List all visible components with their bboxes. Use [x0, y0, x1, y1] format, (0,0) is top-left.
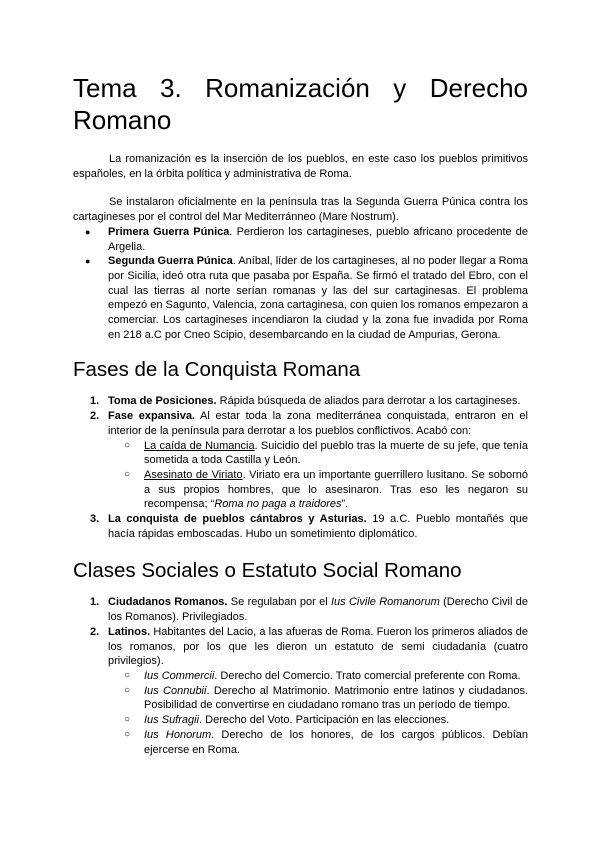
description: . Perdieron los cartagineses, pueblo africano procedente de Argelia.	[108, 225, 528, 253]
term: Segunda Guerra Púnica	[108, 255, 233, 268]
term: Ius Commercii	[144, 669, 215, 682]
list-item-ius-sufragii	[144, 713, 528, 728]
term: La caída de Numancia	[144, 439, 255, 452]
fase-2-sublist	[108, 439, 528, 513]
term: Latinos.	[108, 625, 151, 638]
description: . Derecho de los honores, de los cargos públicos. Debían ejercerse en Roma.	[144, 728, 528, 756]
term: Ius Connubii	[144, 684, 207, 697]
list-item-fase-1	[90, 394, 528, 409]
item-number: 1.	[90, 596, 100, 609]
description: . Derecho del Comercio. Trato comercial preferente con Roma.	[214, 669, 521, 682]
guerras-list	[73, 225, 528, 343]
list-item-ius-connubii	[144, 684, 528, 713]
title-line-2: Romano	[73, 105, 172, 135]
description: 19 a.C. Pueblo montañés que hacía rápidas emboscadas. Hubo un sometimiento diplomático.	[108, 513, 529, 540]
latinos-sublist	[108, 669, 528, 757]
description: . Suicidio del pueblo tras la muerte de su jefe, que tenía sometida a toda Castilla y León.	[144, 439, 528, 467]
term: Primera Guerra Púnica	[108, 225, 230, 238]
italic-term: Ius Civile Romanorum	[330, 596, 440, 609]
term: Ius Honorum	[144, 728, 212, 741]
description: . Derecho al Matrimonio. Matrimonio entre latinos y ciudadanos. Posibilidad de convertirse en ciudadano romano tras un período de tiempo.	[144, 684, 529, 712]
description: . Derecho del Voto. Participación en las elecciones.	[199, 714, 450, 727]
list-item-ciudadanos	[90, 595, 529, 624]
term: Toma de Posiciones.	[108, 395, 217, 408]
list-item-ius-commercii	[144, 669, 528, 684]
item-number: 2.	[90, 410, 100, 423]
section-heading-clases: Clases Sociales o Estatuto Social Romano	[73, 559, 462, 583]
list-item-fase-2	[90, 409, 528, 512]
description-pre: Se regulaban por el	[227, 596, 331, 609]
term: Ciudadanos Romanos.	[108, 596, 228, 609]
term: Ius Sufragii	[144, 714, 200, 727]
list-item-segunda-guerra	[108, 254, 528, 342]
list-item-fase-3	[90, 512, 529, 541]
list-item-viriato	[144, 468, 528, 512]
title-line-1: Tema 3. Romanización y Derecho	[73, 73, 528, 103]
term: Fase expansiva.	[108, 410, 195, 423]
term: La conquista de pueblos cántabros y Asturias.	[108, 513, 367, 526]
list-item-latinos	[90, 625, 529, 757]
description: . Aníbal, líder de los cartagineses, al no poder llegar a Roma por Sicilia, ideó otra ruta que pasaba por España. Se firmó el tratado del Ebro, con el cual las tierras al norte serían romanas y las del sur cartaginesas. El problema empezó en Sagunto, Valencia, zona cartaginesa, con quien los romanos empezaron a comerciar. Los cartagineses incendiaron la ciudad y la zona fue invadida por Roma en 218 a.C por Cneo Scipio, desembarcando en la ciudad de Ampurias, Gerona.	[108, 255, 529, 341]
page-title	[73, 72, 528, 136]
item-number: 2.	[90, 625, 100, 638]
quote-end: ”.	[341, 498, 349, 511]
item-number: 3.	[90, 513, 100, 526]
item-number: 1.	[90, 395, 100, 408]
description: . Viriato era un importante guerrillero lusitano. Se sobornó a sus propios hombres, que lo asesinaron. Tras eso les negaron su recompensa; “	[144, 468, 528, 511]
list-item-ius-honorum	[144, 728, 528, 757]
description: Habitantes del Lacio, a las afueras de Roma. Fueron los primeros aliados de los romanos, por los que les dieron un estatuto de semi ciudadanía (cuatro privilegios).	[108, 625, 528, 668]
intro-paragraph-2: Se instalaron oficialmente en la península tras la Segunda Guerra Púnica contra los cartagineses por el control del Mar Mediterránneo (Mare Nostrum).	[73, 196, 528, 224]
list-item-primera-guerra	[108, 225, 528, 254]
description: Rápida búsqueda de aliados para derrotar a los cartagineses.	[216, 395, 521, 408]
list-item-numancia	[144, 439, 528, 468]
intro-paragraph-1: La romanización es la inserción de los pueblos, en este caso los pueblos primitivos españoles, en la órbita política y administrativa de Roma.	[73, 153, 528, 180]
section-heading-fases: Fases de la Conquista Romana	[73, 358, 361, 382]
quote: Roma no paga a traidores	[214, 498, 342, 511]
fases-list	[73, 394, 528, 541]
description: Al estar toda la zona mediterránea conquistada, entraron en el interior de la península para derrotar a los pueblos conflictivos. Acabó con:	[108, 410, 528, 437]
term: Asesinato de Viriato	[144, 468, 243, 481]
clases-list	[73, 595, 528, 757]
description: (Derecho Civil de los Romanos). Privilegiados.	[108, 596, 529, 624]
document-content	[73, 72, 528, 757]
